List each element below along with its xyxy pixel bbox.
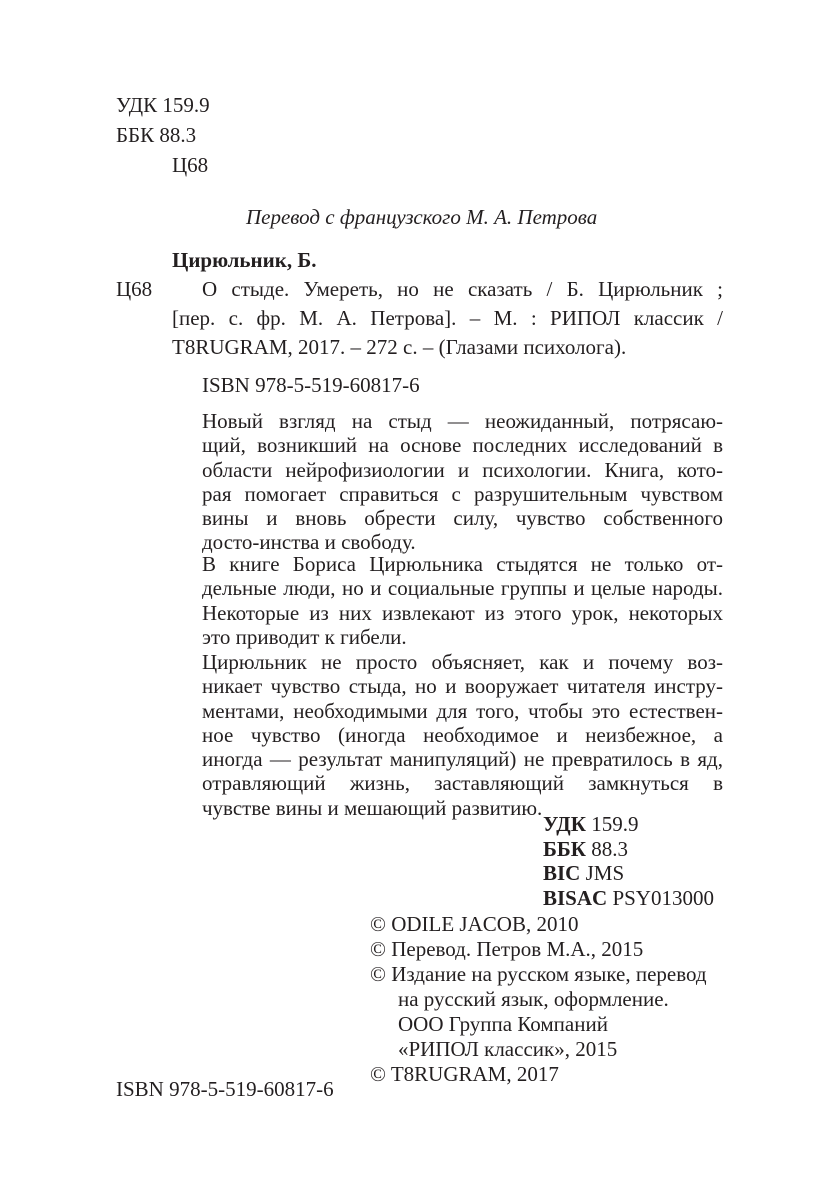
bisac-code: BISAC PSY013000 [543,885,714,910]
annotation-line: вины и вновь обрести силу, чувство собственного [202,506,723,531]
author-name: Цирюльник, Б. [172,248,317,272]
annotation-line: Новый взгляд на стыд — неожиданный, потрясаю- [202,409,723,433]
annotation-line: это приводит к гибели. [202,624,407,649]
bic-code: BIC JMS [543,861,625,885]
copyright-translation: © Перевод. Петров М.А., 2015 [370,937,644,961]
copyright-edition-line: «РИПОЛ классик», 2015 [398,1037,618,1061]
record-isbn: ISBN 978-5-519-60817-6 [202,373,420,397]
annotation-line: В книге Бориса Цирюльника стыдятся не только от- [202,552,723,576]
copyright-edition: © Издание на русском языке, перевод [370,962,707,986]
udk-code: УДК 159.9 [543,812,639,836]
annotation-line: Цирюльник не просто объясняет, как и почему воз- [202,650,723,674]
annotation-line: чувстве вины и мешающий развитию. [202,795,543,820]
annotation-paragraph [202,409,723,555]
record-line: О стыде. Умереть, но не сказать / Б. Цирюльник ; [202,277,723,301]
annotation-line: иногда — результат манипуляций) не превратилось в яд, [202,747,723,772]
annotation-line: щий, возникший на основе последних исследований в [202,433,723,458]
classification-codes [543,812,714,910]
annotation-line: ное чувство (иногда необходимое и неизбежное, а [202,722,723,747]
copyright-edition-line: на русский язык, оформление. [398,987,669,1011]
annotation-paragraph [202,552,723,649]
copyright-publisher: © T8RUGRAM, 2017 [370,1062,559,1086]
translator-credit: Перевод с французского М. А. Петрова [246,205,598,229]
isbn-bottom: ISBN 978-5-519-60817-6 [116,1077,334,1101]
annotation-line: Некоторые из них извлекают из этого урок, некоторых [202,600,723,625]
author-mark-header: Ц68 [172,153,209,177]
annotation-line: досто-инства и свободу. [202,530,416,555]
annotation-line: отравляющий жизнь, заставляющий замкнуться в [202,771,723,796]
copyright-edition-line: ООО Группа Компаний [398,1012,608,1036]
annotation-line: области нейрофизиологии и психологии. Книга, кото- [202,457,723,482]
annotation-line: никает чувство стыда, но и вооружает читателя инстру- [202,674,723,699]
annotation-line: рая помогает справиться с разрушительным чувством [202,481,723,506]
annotation-paragraph [202,650,723,820]
record-line: [пер. с. фр. М. А. Петрова]. – М. : РИПОЛ классик / [172,306,723,330]
annotation-line: ментами, необходимыми для того, чтобы это естествен- [202,698,723,723]
annotation-line: дельные люди, но и социальные группы и целые народы. [202,576,723,601]
copyright-original: © ODILE JACOB, 2010 [370,912,579,936]
bbk-header: ББК 88.3 [116,123,197,147]
bbk-code: ББК 88.3 [543,836,628,861]
copyright-block [370,912,707,1087]
author-mark: Ц68 [116,277,153,301]
record-line: T8RUGRAM, 2017. – 272 с. – (Глазами психолога). [172,335,627,359]
udk-header: УДК 159.9 [116,93,210,117]
